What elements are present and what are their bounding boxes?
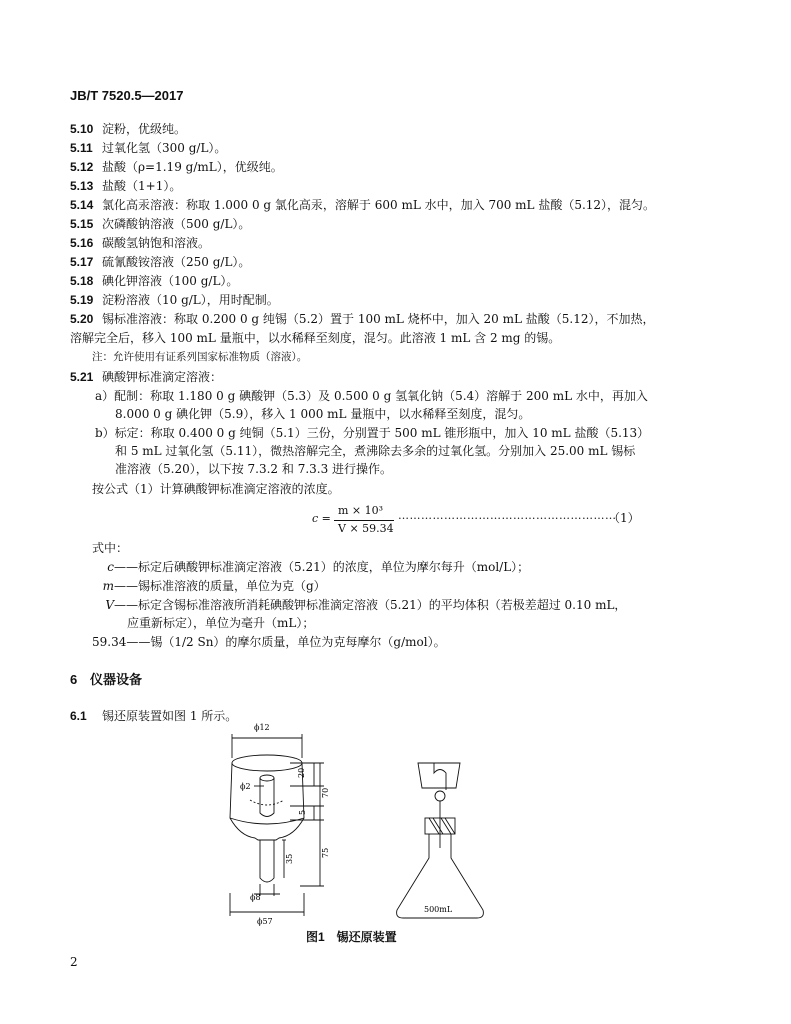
- list-item: 5.18 碘化钾溶液（100 g/L）。: [70, 274, 239, 288]
- list-item: 5.15 次磷酸钠溶液（500 g/L）。: [70, 217, 251, 231]
- list-item: 5.19 淀粉溶液（10 g/L），用时配制。: [70, 293, 279, 307]
- variable-def: 59.34——锡（1/2 Sn）的摩尔质量，单位为克每摩尔（g/mol）。: [92, 635, 446, 649]
- formula-1: [312, 500, 642, 540]
- dim-d8: ϕ8: [250, 893, 261, 902]
- variable-def: c——标定后碘酸钾标准滴定溶液（5.21）的浓度，单位为摩尔每升（mol/L）；: [107, 560, 530, 574]
- variable-def: m——锡标准溶液的质量，单位为克（g）: [102, 579, 326, 593]
- formula-intro: 按公式（1）计算碘酸钾标准滴定溶液的浓度。: [92, 482, 340, 496]
- dim-h75: 75: [321, 847, 330, 858]
- sub-item-b-continuation: 和 5 mL 过氧化氢（5.11），微热溶解完全，煮沸除去多余的过氧化氢。分别加入 25.00 mL 锡标: [115, 444, 636, 458]
- list-item: 5.17 硫氰酸铵溶液（250 g/L）。: [70, 255, 251, 269]
- figure-caption: 图1 锡还原装置: [306, 930, 397, 944]
- list-item-continuation: 溶解完全后，移入 100 mL 量瓶中，以水稀释至刻度，混匀。此溶液 1 mL 含 2 mg 的锡。: [70, 331, 561, 345]
- sub-item-b-continuation: 准溶液（5.20），以下按 7.3.2 和 7.3.3 进行操作。: [115, 462, 393, 476]
- sub-item-a: a）配制：称取 1.180 0 g 碘酸钾（5.3）及 0.500 0 g 氢氧化钠（5.4）溶解于 200 mL 水中，再加入: [95, 389, 648, 403]
- dim-h5: 5: [298, 809, 307, 815]
- dim-h20: 20: [297, 767, 306, 778]
- list-item: 5.21 碘酸钾标准滴定溶液：: [70, 370, 223, 384]
- dim-d57: ϕ57: [257, 917, 273, 926]
- list-item: 5.11 过氧化氢（300 g/L）。: [70, 141, 227, 155]
- list-item: 5.20 锡标准溶液：称取 0.200 0 g 纯锡（5.2）置于 100 mL 烧杯中，加入 20 mL 盐酸（5.12），不加热，: [70, 312, 655, 326]
- formula-leader-dots: …………………………………………………: [398, 509, 617, 522]
- formula-numerator: m × 10³: [338, 504, 384, 517]
- variable-def: V——标定含锡标准溶液所消耗碘酸钾标准滴定溶液（5.21）的平均体积（若极差超过 0.10 mL，: [105, 598, 627, 612]
- dim-d2: ϕ2: [240, 782, 251, 791]
- where-label: 式中：: [92, 541, 129, 555]
- fraction-bar: [334, 520, 394, 521]
- sub-item-a-continuation: 8.000 0 g 碘化钾（5.9），移入 1 000 mL 量瓶中，以水稀释至刻度，混匀。: [115, 407, 531, 421]
- dim-h70: 70: [321, 787, 330, 798]
- flask-label: 500mL: [424, 905, 453, 914]
- dim-h35: 35: [285, 853, 294, 864]
- list-item: 5.10 淀粉，优级纯。: [70, 122, 187, 136]
- list-item: 5.16 碳酸氢钠饱和溶液。: [70, 236, 211, 250]
- standard-header: JB/T 7520.5—2017: [70, 88, 184, 103]
- formula-number: （1）: [608, 511, 640, 525]
- list-item: 5.13 盐酸（1+1）。: [70, 179, 182, 193]
- section-heading: 6 仪器设备: [70, 672, 143, 687]
- variable-def-continuation: 应重新标定），单位为毫升（mL）；: [127, 616, 315, 630]
- list-item: 6.1 锡还原装置如图 1 所示。: [70, 709, 238, 723]
- sub-item-b: b）标定：称取 0.400 0 g 纯铜（5.1）三份，分别置于 500 mL 锥形瓶中，加入 10 mL 盐酸（5.13）: [95, 426, 650, 440]
- list-item: 5.12 盐酸（ρ=1.19 g/mL），优级纯。: [70, 160, 283, 174]
- note: 注：允许使用有证系列国家标准物质（溶液）。: [92, 351, 308, 363]
- formula-denominator: V × 59.34: [338, 522, 394, 535]
- page-number: 2: [70, 955, 78, 969]
- list-item: 5.14 氯化高汞溶液：称取 1.000 0 g 氯化高汞，溶解于 600 mL 水中，加入 700 mL 盐酸（5.12），混匀。: [70, 198, 656, 212]
- formula-lhs: c =: [312, 512, 331, 525]
- dim-d12: ϕ12: [254, 723, 270, 732]
- figure-tin-reduction-apparatus: [220, 718, 520, 926]
